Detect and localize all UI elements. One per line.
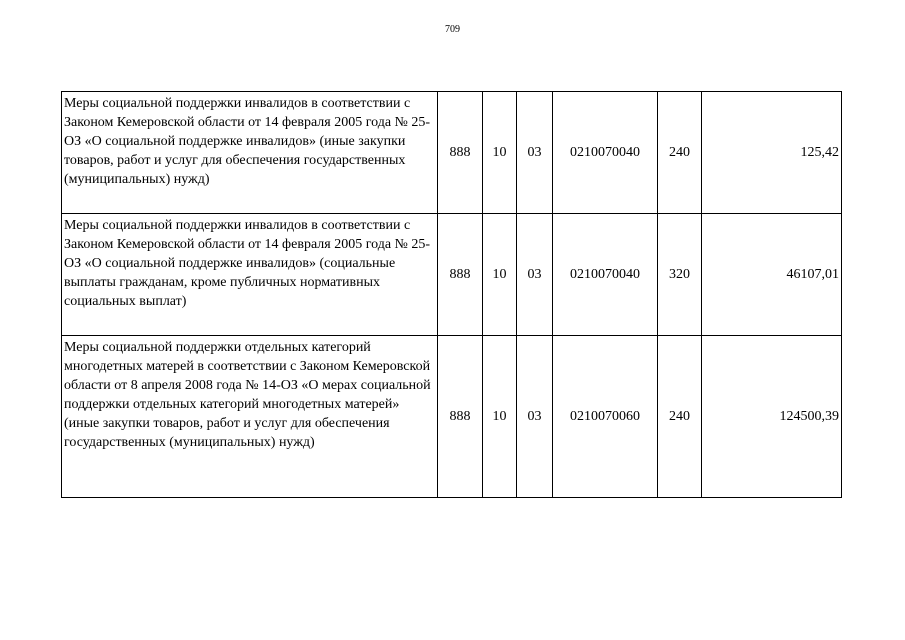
subsection-code-cell: 03 bbox=[517, 92, 553, 214]
section-code-cell: 10 bbox=[483, 214, 517, 336]
amount-cell: 124500,39 bbox=[702, 336, 842, 498]
subsection-code-cell: 03 bbox=[517, 336, 553, 498]
section-code-cell: 10 bbox=[483, 336, 517, 498]
expense-type-cell: 320 bbox=[658, 214, 702, 336]
ministry-code-cell: 888 bbox=[438, 336, 483, 498]
ministry-code-cell: 888 bbox=[438, 214, 483, 336]
expense-type-cell: 240 bbox=[658, 336, 702, 498]
table-row bbox=[62, 214, 842, 336]
target-article-cell: 0210070040 bbox=[553, 214, 658, 336]
amount-cell: 125,42 bbox=[702, 92, 842, 214]
subsection-code-cell: 03 bbox=[517, 214, 553, 336]
page-number: 709 bbox=[445, 24, 460, 35]
budget-table bbox=[61, 91, 842, 498]
table-row bbox=[62, 336, 842, 498]
expense-type-cell: 240 bbox=[658, 92, 702, 214]
target-article-cell: 0210070040 bbox=[553, 92, 658, 214]
expense-name-cell: Меры социальной поддержки инвалидов в соответствии с Законом Кемеровской области от 14 февраля 2005 года № 25-ОЗ «О социальной поддержке инвалидов» (социальные выплаты гражданам, кроме публичных нормативных социальных выплат) bbox=[62, 214, 438, 336]
target-article-cell: 0210070060 bbox=[553, 336, 658, 498]
expense-name-cell: Меры социальной поддержки отдельных категорий многодетных матерей в соответствии с Законом Кемеровской области от 8 апреля 2008 года № 14-ОЗ «О мерах социальной поддержки отдельных категорий многодетных матерей» (иные закупки товаров, работ и услуг для обеспечения государственных (муниципальных) нужд) bbox=[62, 336, 438, 498]
expense-name-cell: Меры социальной поддержки инвалидов в соответствии с Законом Кемеровской области от 14 февраля 2005 года № 25-ОЗ «О социальной поддержке инвалидов» (иные закупки товаров, работ и услуг для обеспечения государственных (муниципальных) нужд) bbox=[62, 92, 438, 214]
table-row bbox=[62, 92, 842, 214]
section-code-cell: 10 bbox=[483, 92, 517, 214]
ministry-code-cell: 888 bbox=[438, 92, 483, 214]
amount-cell: 46107,01 bbox=[702, 214, 842, 336]
